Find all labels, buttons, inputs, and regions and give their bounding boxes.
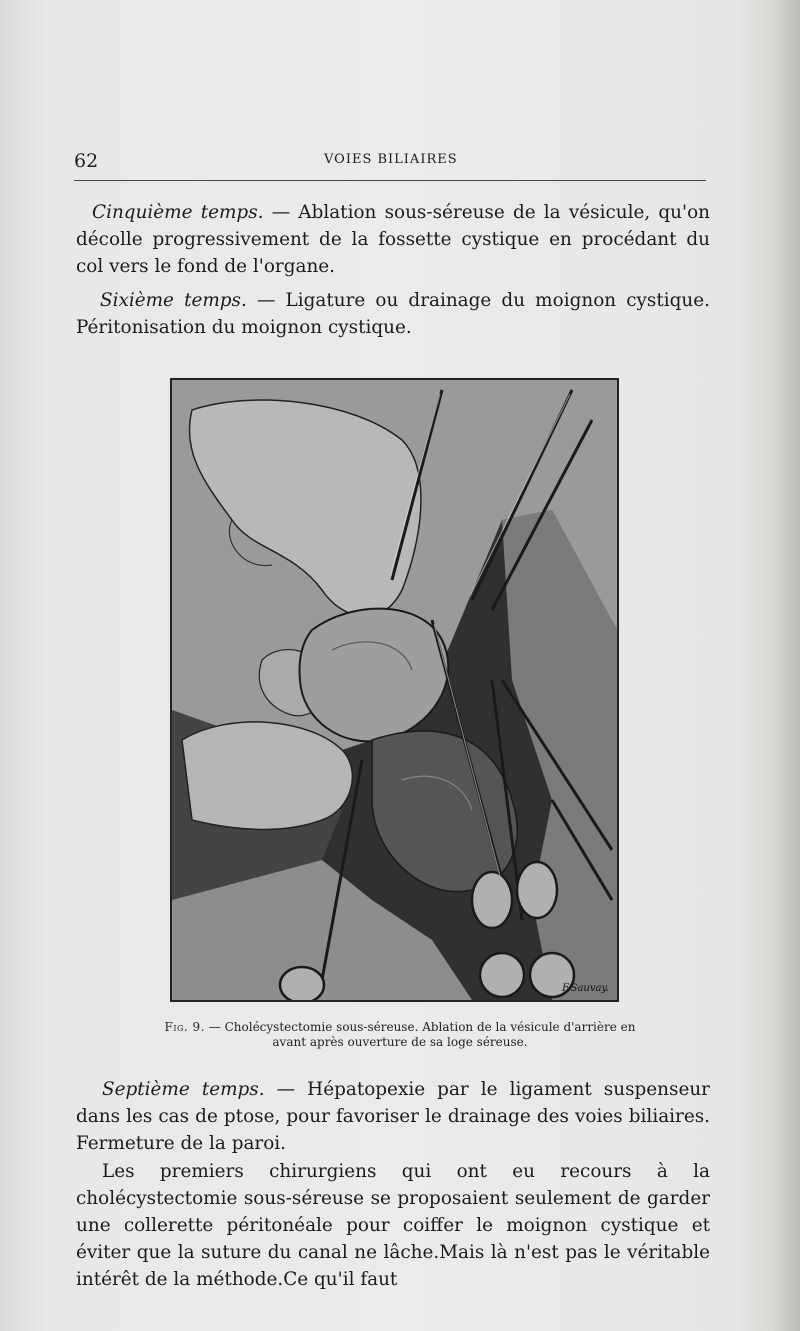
paragraph-text: Les premiers chirurgiens qui ont eu recours à la cholécystectomie sous-séreuse se proposaient seulement de garder une collerette péritonéale pour coiffer le moignon cystique et éviter que la suture du canal ne lâche.Mais là n'est pas le véritable intérêt de la méthode.Ce qu'il faut	[76, 1161, 710, 1290]
page-number: 62	[74, 150, 99, 172]
paragraph-text: — Hépatopexie par le ligament suspenseur dans les cas de ptose, pour favoriser le drainage des voies biliaires. Fermeture de la paroi.	[76, 1079, 710, 1154]
paragraph-lead: Cinquième temps.	[92, 202, 264, 223]
paragraph-lead: Sixième temps.	[100, 290, 247, 311]
artist-signature: F.Sauvay.	[562, 983, 609, 994]
paragraph-text: — Ligature ou drainage du moignon cystique. Péritonisation du moignon cystique.	[76, 290, 710, 338]
running-title: VOIES BILIAIRES	[324, 152, 458, 167]
illustration-drawing	[172, 380, 617, 1000]
figure-caption	[150, 1020, 650, 1050]
paragraph-sixth-step	[76, 287, 710, 341]
page-header	[74, 146, 706, 176]
page-edge-shadow	[772, 0, 800, 1331]
paragraph-text: — Ablation sous-séreuse de la vésicule, qu'on décolle progressivement de la fossette cystique en procédant du col vers le fond de l'organe.	[76, 202, 710, 277]
paragraph-fifth-step	[76, 199, 710, 280]
surgical-illustration	[170, 378, 619, 1002]
figure-number: Fig. 9.	[164, 1020, 205, 1034]
paragraph-discussion	[76, 1158, 710, 1293]
paragraph-seventh-step	[76, 1076, 710, 1157]
caption-text: — Cholécystectomie sous-séreuse. Ablation de la vésicule d'arrière en avant après ouverture de sa loge séreuse.	[204, 1020, 636, 1049]
header-rule	[74, 180, 706, 181]
paragraph-lead: Septième temps.	[102, 1079, 265, 1100]
